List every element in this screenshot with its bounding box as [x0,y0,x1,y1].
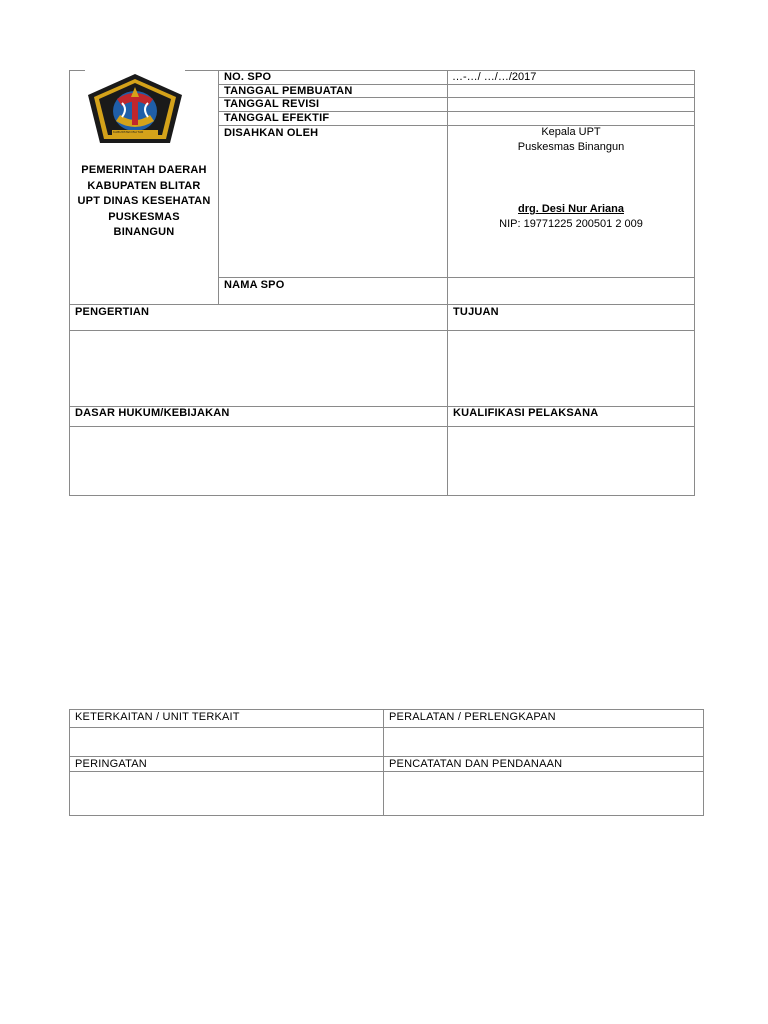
peringatan-label: PERINGATAN [75,758,147,770]
col-sep-left [218,70,219,304]
approver-nip: NIP: 19771225 200501 2 009 [499,218,643,230]
bottom-border-bottom [69,815,704,816]
no-spo-label: NO. SPO [224,71,272,83]
approver-title-2: Puskesmas Binangun [517,141,625,153]
disahkan-oleh-label: DISAHKAN OLEH [224,127,319,139]
org-line-4: PUSKESMAS [108,210,180,223]
dasar-hukum-label: DASAR HUKUM/KEBIJAKAN [75,407,230,419]
organization-name [70,163,218,241]
border-left [69,70,70,496]
pengertian-label: PENGERTIAN [75,306,150,318]
org-line-1: PEMERINTAH DAERAH [81,164,207,176]
org-line-5: BINANGUN [113,226,175,238]
row-sep-6 [69,304,695,305]
approver-title-block [448,125,694,155]
tujuan-label: TUJUAN [453,306,499,318]
tanggal-efektif-label: TANGGAL EFEKTIF [224,112,330,124]
border-right [694,70,695,496]
peralatan-label: PERALATAN / PERLENGKAPAN [389,711,556,723]
keterkaitan-label: KETERKAITAN / UNIT TERKAIT [75,711,240,723]
kualifikasi-label: KUALIFIKASI PELAKSANA [453,407,599,419]
approver-signature-block [448,202,694,232]
tanggal-pembuatan-label: TANGGAL PEMBUATAN [224,85,353,97]
org-line-3: UPT DINAS KESEHATAN [77,195,211,207]
pencatatan-label: PENCATATAN DAN PENDANAAN [389,758,563,770]
approver-title-1: Kepala UPT [541,126,601,138]
bottom-row-sep-1 [69,727,704,728]
row-sep-5 [218,277,695,278]
bottom-border-right [703,709,704,816]
bottom-border-top [69,709,704,710]
no-spo-value: …-…/ …/…/2017 [452,71,537,83]
tanggal-revisi-label: TANGGAL REVISI [224,98,320,110]
kabupaten-blitar-logo [86,73,184,145]
border-bottom [69,495,695,496]
nama-spo-label: NAMA SPO [224,279,285,291]
approver-name: drg. Desi Nur Ariana [518,203,624,215]
bottom-row-sep-2 [69,756,704,757]
bottom-row-sep-3 [69,771,704,772]
row-sep-9 [69,426,695,427]
logo-caption: KABUPATEN BLITAR [113,130,144,134]
border-top-left [69,70,85,71]
bottom-border-left [69,709,70,816]
org-line-2: KABUPATEN BLITAR [87,179,201,192]
bottom-col-sep [383,709,384,816]
row-sep-7 [69,330,695,331]
